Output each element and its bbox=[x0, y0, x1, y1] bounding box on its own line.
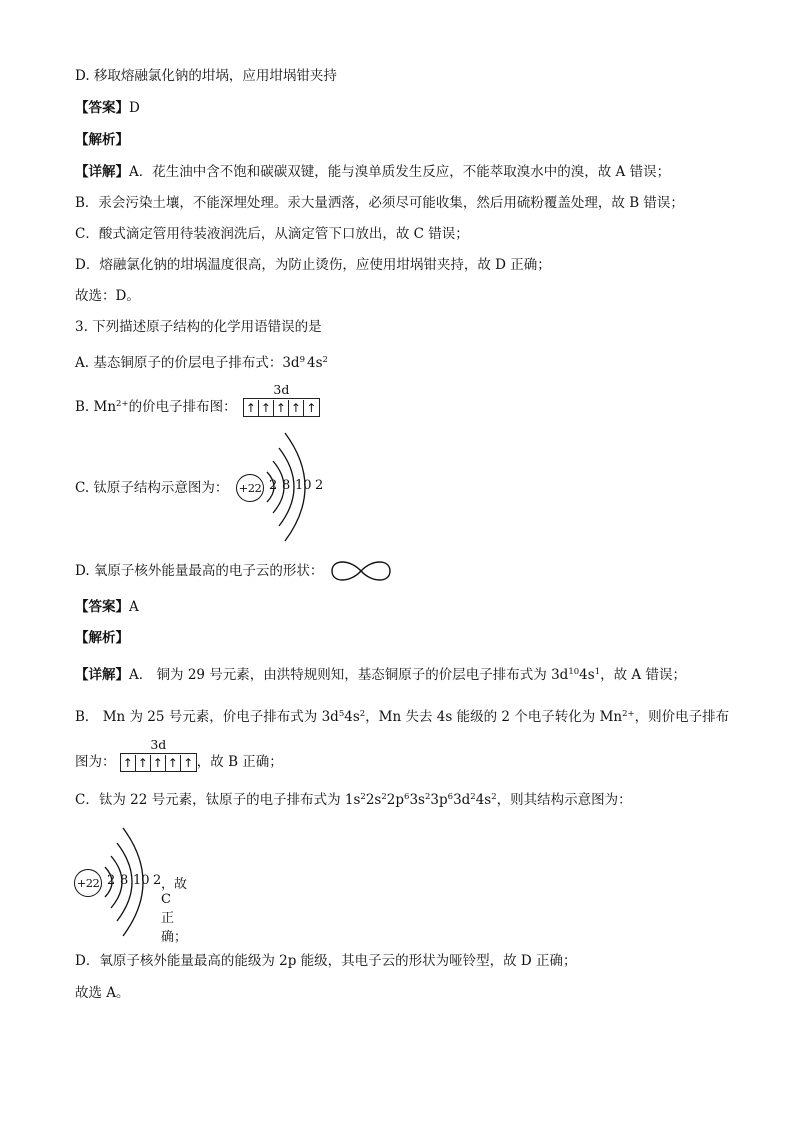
superscript: 6 bbox=[404, 792, 410, 802]
option-a bbox=[75, 354, 328, 372]
shell-electrons: 8 bbox=[282, 478, 291, 493]
orbital-diagram-3d bbox=[243, 382, 320, 417]
orbital-term: 3d bbox=[453, 792, 471, 808]
explanation-d: D．氧原子核外能量最高的能级为 2p 能级，其电子云的形状为哑铃型，故 D 正确； bbox=[75, 953, 577, 969]
conclusion-line: 故选 A。 bbox=[75, 985, 130, 1001]
explanation-text: ，故 C 正确； bbox=[161, 877, 188, 945]
option-b-prefix: B. bbox=[75, 399, 94, 415]
analysis-label: 【解析】 bbox=[75, 132, 129, 148]
answer-line bbox=[75, 99, 140, 117]
superscript: 2 bbox=[359, 709, 366, 719]
ion-charge: 2+ bbox=[622, 709, 635, 719]
detail-text: A．花生油中含不饱和碳碳双键，能与溴单质发生反应，不能萃取溴水中的溴，故 A 错误； bbox=[129, 164, 671, 180]
option-a-text: A. 基态铜原子的价层电子排布式： bbox=[75, 355, 283, 371]
detail-label: 【详解】 bbox=[75, 164, 129, 180]
orbital-term: 2s bbox=[365, 792, 382, 808]
ion-symbol: Mn bbox=[599, 709, 623, 725]
answer-label: 【答案】 bbox=[75, 100, 129, 116]
answer-label: 【答案】 bbox=[75, 599, 129, 615]
ion-symbol: Mn bbox=[93, 399, 117, 415]
orbital-term: 4s bbox=[475, 792, 492, 808]
up-arrow-icon: ↑ bbox=[121, 755, 136, 772]
shell-electrons: 10 bbox=[295, 478, 312, 493]
orbital-label: 3d bbox=[150, 737, 167, 752]
superscript: 9 bbox=[299, 355, 305, 365]
superscript: 2 bbox=[360, 792, 366, 802]
orbital-term: 3d bbox=[551, 667, 569, 683]
orbital-term: 4s bbox=[344, 709, 360, 725]
option-c-text: C. 钛原子结构示意图为： bbox=[75, 480, 229, 496]
superscript: 2 bbox=[424, 792, 431, 802]
nucleus: +22 bbox=[74, 869, 102, 897]
orbital-diagram-3d bbox=[120, 737, 197, 772]
conclusion-line: 故选：D。 bbox=[75, 288, 140, 304]
explanation-text: ，故 B 正确； bbox=[196, 754, 283, 770]
explanation-a bbox=[75, 666, 686, 684]
orbital-term: 2p bbox=[386, 792, 405, 808]
option-b bbox=[75, 382, 320, 417]
up-arrow-icon: ↑ bbox=[151, 755, 166, 772]
titanium-atom-diagram bbox=[235, 428, 335, 548]
option-d-text: D. 氧原子核外能量最高的电子云的形状： bbox=[75, 563, 324, 579]
dumbbell-orbital-icon bbox=[330, 559, 392, 583]
up-arrow-icon: ↑ bbox=[274, 400, 289, 417]
question-3-stem: 3. 下列描述原子结构的化学用语错误的是 bbox=[75, 319, 322, 335]
detail-line-c: C．酸式滴定管用待装液润洗后，从滴定管下口放出，故 C 错误； bbox=[75, 226, 469, 242]
up-arrow-icon: ↑ bbox=[306, 401, 317, 415]
up-arrow-icon: ↑ bbox=[244, 400, 259, 417]
titanium-atom-diagram bbox=[73, 823, 188, 945]
orbital-term: 4s bbox=[307, 355, 323, 371]
explanation-text: ，故 A 错误； bbox=[600, 667, 686, 683]
orbital-term: 3p bbox=[430, 792, 448, 808]
shell-electrons: 8 bbox=[120, 873, 129, 888]
detail-line-b: B．汞会污染土壤，不能深埋处理。汞大量洒落，必须尽可能收集，然后用硫粉覆盖处理，故 B 错误； bbox=[75, 195, 684, 211]
option-b-text: 的价电子排布图： bbox=[128, 399, 237, 415]
explanation-text: ，则价电子排布 bbox=[634, 709, 730, 725]
shell-electrons: 2 bbox=[315, 478, 324, 493]
explanation-text: A． 铜为 29 号元素，由洪特规则知，基态铜原子的价层电子排布式为 bbox=[129, 667, 552, 683]
detail-label: 【详解】 bbox=[75, 667, 129, 683]
ion-charge: 2+ bbox=[116, 399, 129, 409]
orbital-term: 3d bbox=[321, 709, 339, 725]
explanation-text: 图为： bbox=[75, 754, 116, 770]
nucleus: +22 bbox=[236, 474, 264, 502]
explanation-b-line1 bbox=[75, 708, 729, 726]
orbital-term: 3d bbox=[282, 355, 300, 371]
explanation-text: ，Mn 失去 4s 能级的 2 个电子转化为 bbox=[365, 709, 600, 725]
up-arrow-icon: ↑ bbox=[259, 400, 274, 417]
up-arrow-icon: ↑ bbox=[183, 756, 194, 770]
explanation-b-line2 bbox=[75, 737, 283, 772]
orbital-term: 4s bbox=[579, 667, 595, 683]
orbital-term: 1s bbox=[344, 792, 361, 808]
orbital-term: 3s bbox=[409, 792, 425, 808]
superscript: 2 bbox=[381, 792, 387, 802]
explanation-text: ，则其结构示意图为： bbox=[496, 792, 632, 808]
up-arrow-icon: ↑ bbox=[166, 755, 181, 772]
shell-electrons: 2 bbox=[269, 478, 278, 493]
superscript: 1 bbox=[594, 667, 601, 677]
answer-value: A bbox=[129, 599, 139, 615]
explanation-c-line1 bbox=[75, 791, 632, 809]
answer-value: D bbox=[129, 100, 140, 116]
shell-electrons: 2 bbox=[107, 873, 116, 888]
shell-electrons: 10 bbox=[133, 873, 150, 888]
detail-line-a bbox=[75, 163, 670, 181]
analysis-label: 【解析】 bbox=[75, 630, 129, 646]
up-arrow-icon: ↑ bbox=[136, 755, 151, 772]
superscript: 2 bbox=[491, 792, 497, 802]
superscript: 6 bbox=[447, 792, 454, 802]
up-arrow-icon: ↑ bbox=[289, 400, 304, 417]
option-d-line: D. 移取熔融氯化钠的坩埚，应用坩埚钳夹持 bbox=[75, 68, 337, 84]
superscript: 2 bbox=[322, 355, 328, 365]
answer-line bbox=[75, 598, 139, 616]
superscript: 10 bbox=[568, 667, 580, 677]
detail-line-d: D．熔融氯化钠的坩埚温度很高，为防止烫伤，应使用坩埚钳夹持，故 D 正确； bbox=[75, 257, 551, 273]
option-d bbox=[75, 562, 323, 580]
orbital-label: 3d bbox=[273, 382, 290, 397]
explanation-text: B． Mn 为 25 号元素，价电子排布式为 bbox=[75, 709, 322, 725]
superscript: 2 bbox=[470, 792, 476, 802]
shell-electrons: 2 bbox=[153, 873, 162, 888]
superscript: 5 bbox=[338, 709, 345, 719]
explanation-text: C．钛为 22 号元素，钛原子的电子排布式为 bbox=[75, 792, 345, 808]
